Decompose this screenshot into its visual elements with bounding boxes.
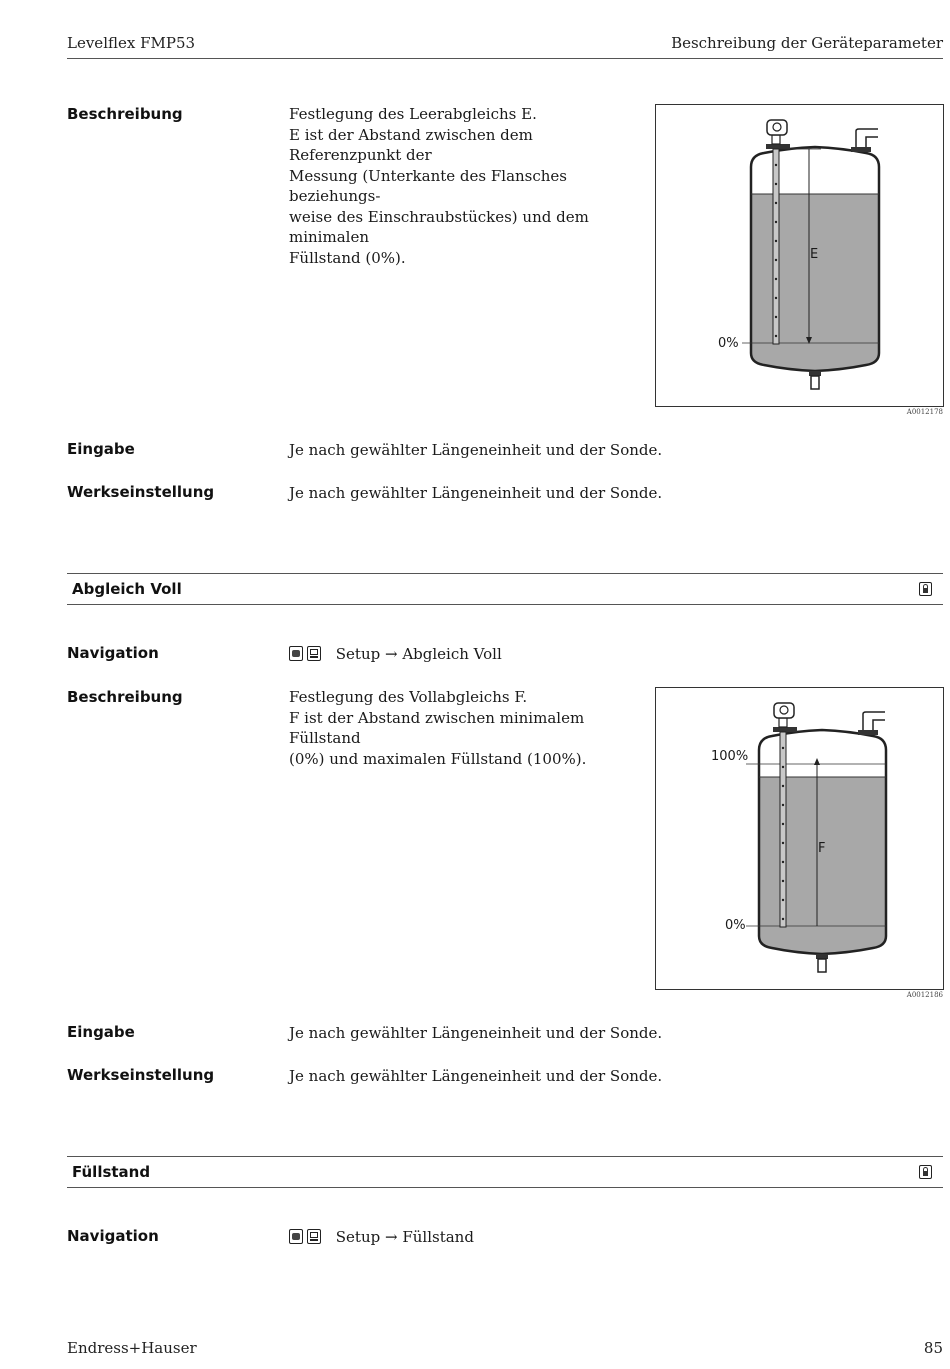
beschreibung-text <box>289 687 649 769</box>
display-key-icon <box>307 646 321 661</box>
transmitter-head <box>774 703 794 718</box>
eingabe-label: Eingabe <box>67 1023 135 1041</box>
page-number: 85 <box>923 1339 943 1357</box>
distance-f-arrow <box>814 758 820 765</box>
section-title-fuellstand: Füllstand <box>72 1163 151 1181</box>
nozzle-pipe <box>856 129 878 147</box>
lock-icon <box>919 582 932 596</box>
werkseinstellung-label: Werkseinstellung <box>67 1066 215 1084</box>
zero-percent-label: 0% <box>718 336 739 351</box>
header-rule <box>67 58 943 59</box>
bottom-outlet <box>811 376 819 389</box>
werkseinstellung-value: Je nach gewählter Längeneinheit und der Sonde. <box>289 1067 663 1085</box>
werkseinstellung-label: Werkseinstellung <box>67 483 215 501</box>
navigation-path <box>289 644 502 667</box>
section-title-abgleich-voll: Abgleich Voll <box>72 580 182 598</box>
navigation-path-text: Setup → Füllstand <box>335 1228 474 1246</box>
transmitter-head <box>767 120 787 135</box>
header-product-name: Levelflex FMP53 <box>67 34 196 52</box>
eingabe-value: Je nach gewählter Längeneinheit und der Sonde. <box>289 441 663 459</box>
operating-key-icon <box>289 1229 303 1244</box>
full-calibration-figure <box>655 687 944 990</box>
nozzle-flange <box>851 147 871 152</box>
navigation-path-text: Setup → Abgleich Voll <box>335 645 502 663</box>
tank-diagram-full <box>656 688 943 989</box>
distance-e-label: E <box>810 247 819 262</box>
probe-rod <box>773 149 779 344</box>
footer-company: Endress+Hauser <box>67 1339 197 1357</box>
probe-flange <box>766 144 790 149</box>
beschreibung-line: Füllstand (0%). <box>289 248 406 267</box>
transmitter-neck <box>772 135 780 144</box>
beschreibung-line: F ist der Abstand zwischen minimalem Füllstand <box>289 708 585 747</box>
nozzle-pipe <box>863 712 885 730</box>
navigation-label: Navigation <box>67 1227 159 1245</box>
probe-rod <box>780 732 786 927</box>
section-rule-bottom <box>67 1187 943 1188</box>
figure-id: A0012178 <box>906 408 943 416</box>
beschreibung-line: weise des Einschraubstückes) und dem minimalen <box>289 207 589 246</box>
nozzle-flange <box>858 730 878 735</box>
navigation-path <box>289 1227 474 1250</box>
beschreibung-line: Messung (Unterkante des Flansches beziehungs- <box>289 166 568 205</box>
operating-key-icon <box>289 646 303 661</box>
werkseinstellung-value: Je nach gewählter Längeneinheit und der Sonde. <box>289 484 663 502</box>
full-percent-label: 100% <box>711 749 749 764</box>
header-chapter-title: Beschreibung der Geräteparameter <box>671 34 943 52</box>
beschreibung-label: Beschreibung <box>67 105 183 123</box>
beschreibung-text <box>289 104 649 268</box>
display-key-icon <box>307 1229 321 1244</box>
eingabe-label: Eingabe <box>67 440 135 458</box>
section-rule-top <box>67 573 943 574</box>
lock-icon <box>919 1165 932 1179</box>
section-rule-bottom <box>67 604 943 605</box>
empty-calibration-figure <box>655 104 944 407</box>
navigation-label: Navigation <box>67 644 159 662</box>
distance-f-label: F <box>818 841 826 856</box>
bottom-outlet <box>818 959 826 972</box>
liquid-fill <box>751 194 879 371</box>
beschreibung-label: Beschreibung <box>67 688 183 706</box>
figure-id: A0012186 <box>906 991 943 999</box>
probe-flange <box>773 727 797 732</box>
eingabe-value: Je nach gewählter Längeneinheit und der Sonde. <box>289 1024 663 1042</box>
beschreibung-line: (0%) und maximalen Füllstand (100%). <box>289 749 587 768</box>
beschreibung-line: E ist der Abstand zwischen dem Referenzpunkt der <box>289 125 533 164</box>
zero-percent-label: 0% <box>725 918 746 933</box>
section-rule-top <box>67 1156 943 1157</box>
transmitter-neck <box>779 718 787 727</box>
tank-diagram-empty <box>656 105 943 406</box>
liquid-fill <box>759 777 886 954</box>
beschreibung-line: Festlegung des Leerabgleichs E. <box>289 105 537 123</box>
beschreibung-line: Festlegung des Vollabgleichs F. <box>289 688 528 706</box>
